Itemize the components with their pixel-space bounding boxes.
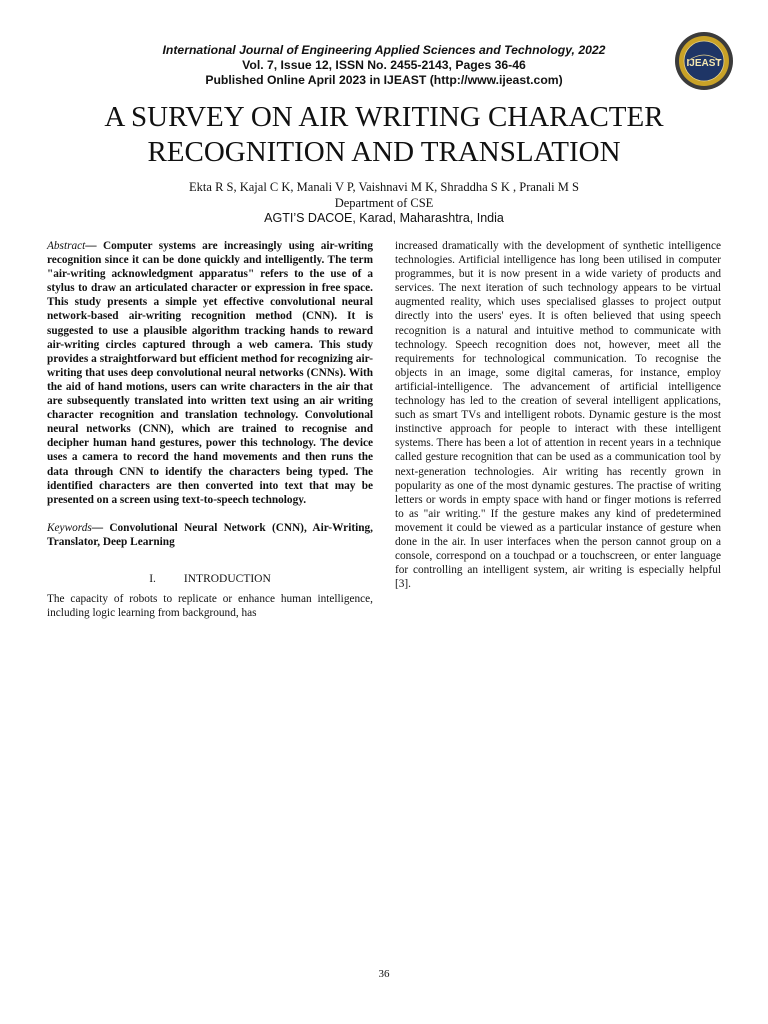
keywords xyxy=(47,521,373,549)
journal-header xyxy=(120,43,648,88)
intro-paragraph-left: The capacity of robots to replicate or enhance human intelligence, including logic learning from background, has xyxy=(47,593,373,620)
abstract-lead: Abstract xyxy=(47,240,86,252)
paper-title xyxy=(40,100,728,170)
right-column xyxy=(395,239,721,591)
section-title: INTRODUCTION xyxy=(183,572,271,585)
journal-logo-seal xyxy=(674,31,734,91)
journal-name: International Journal of Engineering Applied Sciences and Technology, 2022 xyxy=(162,43,606,57)
section-heading-introduction xyxy=(47,572,373,586)
author-list: Ekta R S, Kajal C K, Manali V P, Vaishnavi M K, Shraddha S K , Pranali M S xyxy=(189,180,579,194)
left-column xyxy=(47,239,373,620)
journal-published-line: Published Online April 2023 in IJEAST (http://www.ijeast.com) xyxy=(205,73,563,87)
affiliation-college: AGTI’S DACOE, Karad, Maharashtra, India xyxy=(264,211,504,225)
abstract xyxy=(47,239,373,507)
affiliation-department: Department of CSE xyxy=(334,195,434,210)
paper-title-line2: RECOGNITION AND TRANSLATION xyxy=(147,136,621,168)
paper-title-line1: A SURVEY ON AIR WRITING CHARACTER xyxy=(104,101,664,133)
section-number: I. xyxy=(149,572,156,585)
abstract-text: — Computer systems are increasingly using air-writing recognition since it can be done quickly and intelligently. The term "air-writing acknowledgment apparatus" refers to the use of a stylus to draw an articulated character or expression in free space. This study presents a simple yet effective convolutional neural network-based air-writing recognition method (CNN). It is suggested to use a plausible algorithm tracking hands to reward air-writing circles captured through a web camera. This study provides a straightforward but efficient method for recognizing air-writing that uses deep convolutional neural networks (CNNs). With the aid of hand motions, users can write characters in the air that are subsequently translated into written text using an air writing character recognition and translation technology. Convolutional neural networks (CNN), which are trained to recognise and decipher human hand gestures, power this technology. The device uses a camera to record the hand movements and then runs the data through CNN to identify the characters being typed. The identified characters are then converted into text that may be presented on a screen using text-to-speech technology. xyxy=(47,240,373,506)
page-number: 36 xyxy=(378,968,390,980)
journal-volume-line: Vol. 7, Issue 12, ISSN No. 2455-2143, Pages 36-46 xyxy=(242,58,526,72)
keywords-lead: Keywords xyxy=(47,521,92,534)
intro-paragraph-right: increased dramatically with the development of synthetic intelligence technologies. Artificial intelligence has long been utilised in computer programmes, but it is now present in a wide variety of products and services. The next iteration of such technology appears to be virtual augmented reality, which uses specialised glasses to project output directly into the users' eyes. It is often believed that using speech recognition is a natural and intuitive method to communicate with technology. Speech recognition does not, however, meet all the requirements for technological communication. To recognise the objects in an image, some digital cameras, for instance, employ artificial-intelligence. The advancement of artificial intelligence technology has led to the creation of several intelligent applications, such as smart TVs and intelligent robots. Dynamic gesture is the most instinctive approach for people to interact with these intelligent systems. There has been a lot of attention in recent years in a technique called gesture recognition that can be used as a communication tool by next-generation technologies. Air writing has recently grown in popularity as one of the most dynamic gestures. The practise of writing letters or words in empty space with hand or finger motions is referred to as "air writing." If the gesture makes any kind of predetermined movement it could be viewed as a particular instance of gesture when done in the air. In user interfaces when the person cannot group on a console, correspond on a touchpad or a touchscreen, or enter language for controlling an intelligent system, air writing is especially helpful [3]. xyxy=(395,240,721,591)
keywords-text: — Convolutional Neural Network (CNN), Air-Writing, Translator, Deep Learning xyxy=(47,521,373,548)
svg-text:IJEAST: IJEAST xyxy=(686,58,722,69)
journal-logo xyxy=(674,31,734,91)
author-block xyxy=(40,180,728,227)
